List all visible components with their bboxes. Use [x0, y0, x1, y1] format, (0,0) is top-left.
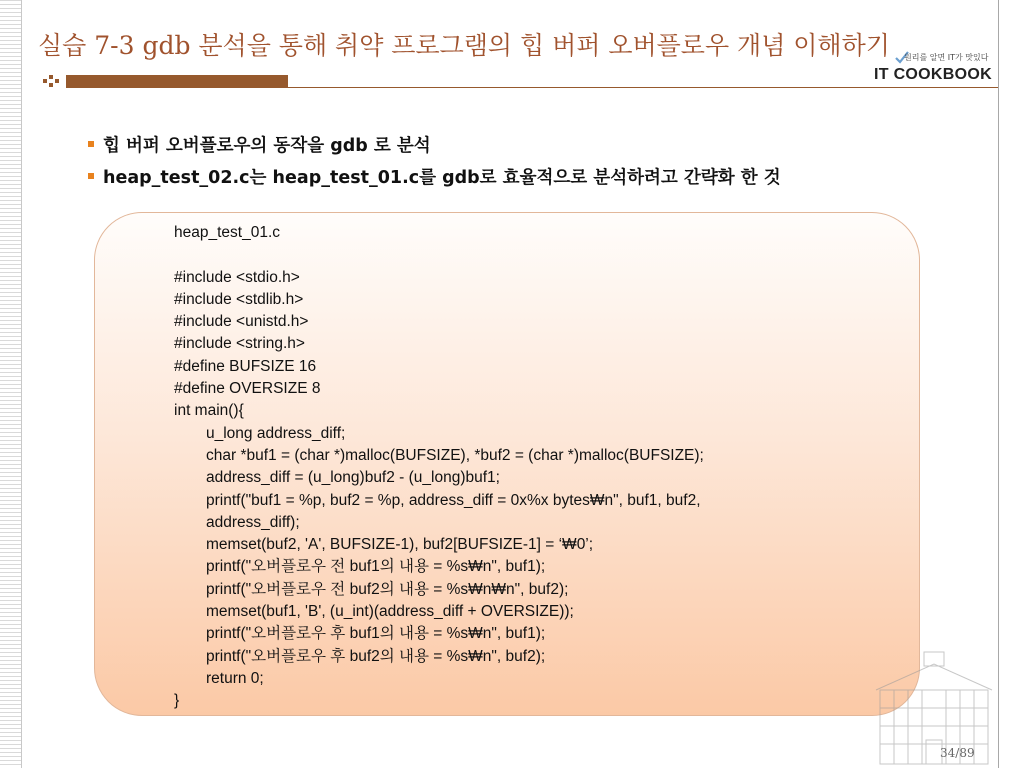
page-number: 34/89 — [940, 746, 975, 760]
title-accent-bar — [66, 75, 288, 88]
code-line: u_long address_diff; — [206, 424, 346, 442]
code-line: printf("오버플로우 후 buf1의 내용 = %s₩n", buf1); — [206, 625, 546, 643]
bullet-text: heap_test_02.c는 heap_test_01.c를 gdb로 효율적으로 분석하려고 간략화 한 것 — [103, 168, 781, 188]
bullet-item — [88, 132, 968, 157]
building-illustration — [872, 650, 996, 766]
bullet-list — [88, 132, 968, 196]
code-line — [174, 244, 914, 266]
code-line: address_diff = (u_long)buf2 - (u_long)buf1; — [206, 469, 500, 487]
code-line: printf("오버플로우 전 buf1의 내용 = %s₩n", buf1); — [206, 558, 546, 576]
bullet-item — [88, 164, 968, 189]
slide-title: 실습 7-3 gdb 분석을 통해 취약 프로그램의 힙 버퍼 오버플로우 개념 이해하기 — [38, 31, 890, 60]
code-line: #include <string.h> — [174, 335, 305, 353]
code-line: printf("buf1 = %p, buf2 = %p, address_diff = 0x%x bytes₩n", buf1, buf2, — [206, 491, 701, 509]
code-line: heap_test_01.c — [174, 224, 281, 241]
code-line: return 0; — [206, 669, 264, 687]
it-cookbook-logo — [870, 52, 996, 86]
code-line: char *buf1 = (char *)malloc(BUFSIZE), *buf2 = (char *)malloc(BUFSIZE); — [206, 446, 704, 464]
bullet-text: 힙 버퍼 오버플로우의 동작을 gdb 로 분석 — [103, 136, 431, 156]
code-line: #include <stdio.h> — [174, 268, 300, 286]
title-rule — [288, 87, 998, 88]
code-line: memset(buf2, 'A', BUFSIZE-1), buf2[BUFSIZE-1] = ‘₩0’; — [206, 536, 594, 554]
code-line: #include <unistd.h> — [174, 313, 309, 331]
code-line: #include <stdlib.h> — [174, 290, 304, 308]
code-line: memset(buf1, 'B', (u_int)(address_diff + OVERSIZE)); — [206, 603, 574, 621]
code-line: printf("오버플로우 후 buf2의 내용 = %s₩n", buf2); — [206, 647, 546, 665]
code-line: printf("오버플로우 전 buf2의 내용 = %s₩n₩n", buf2); — [206, 580, 569, 598]
left-margin-stripes — [0, 0, 22, 768]
code-line: } — [174, 692, 180, 710]
bullet-square-icon — [88, 173, 94, 179]
logo-tagline: 원리를 알면 IT가 맛있다 — [904, 53, 989, 62]
code-line: int main(){ — [174, 402, 244, 420]
code-line: #define OVERSIZE 8 — [174, 380, 321, 398]
logo-name: IT COOKBOOK — [874, 66, 992, 83]
bullet-square-icon — [88, 141, 94, 147]
right-border-line — [998, 0, 999, 768]
title-bullet-icon — [42, 74, 60, 90]
code-listing — [174, 222, 914, 713]
code-line: address_diff); — [206, 513, 300, 531]
code-line: #define BUFSIZE 16 — [174, 357, 317, 375]
